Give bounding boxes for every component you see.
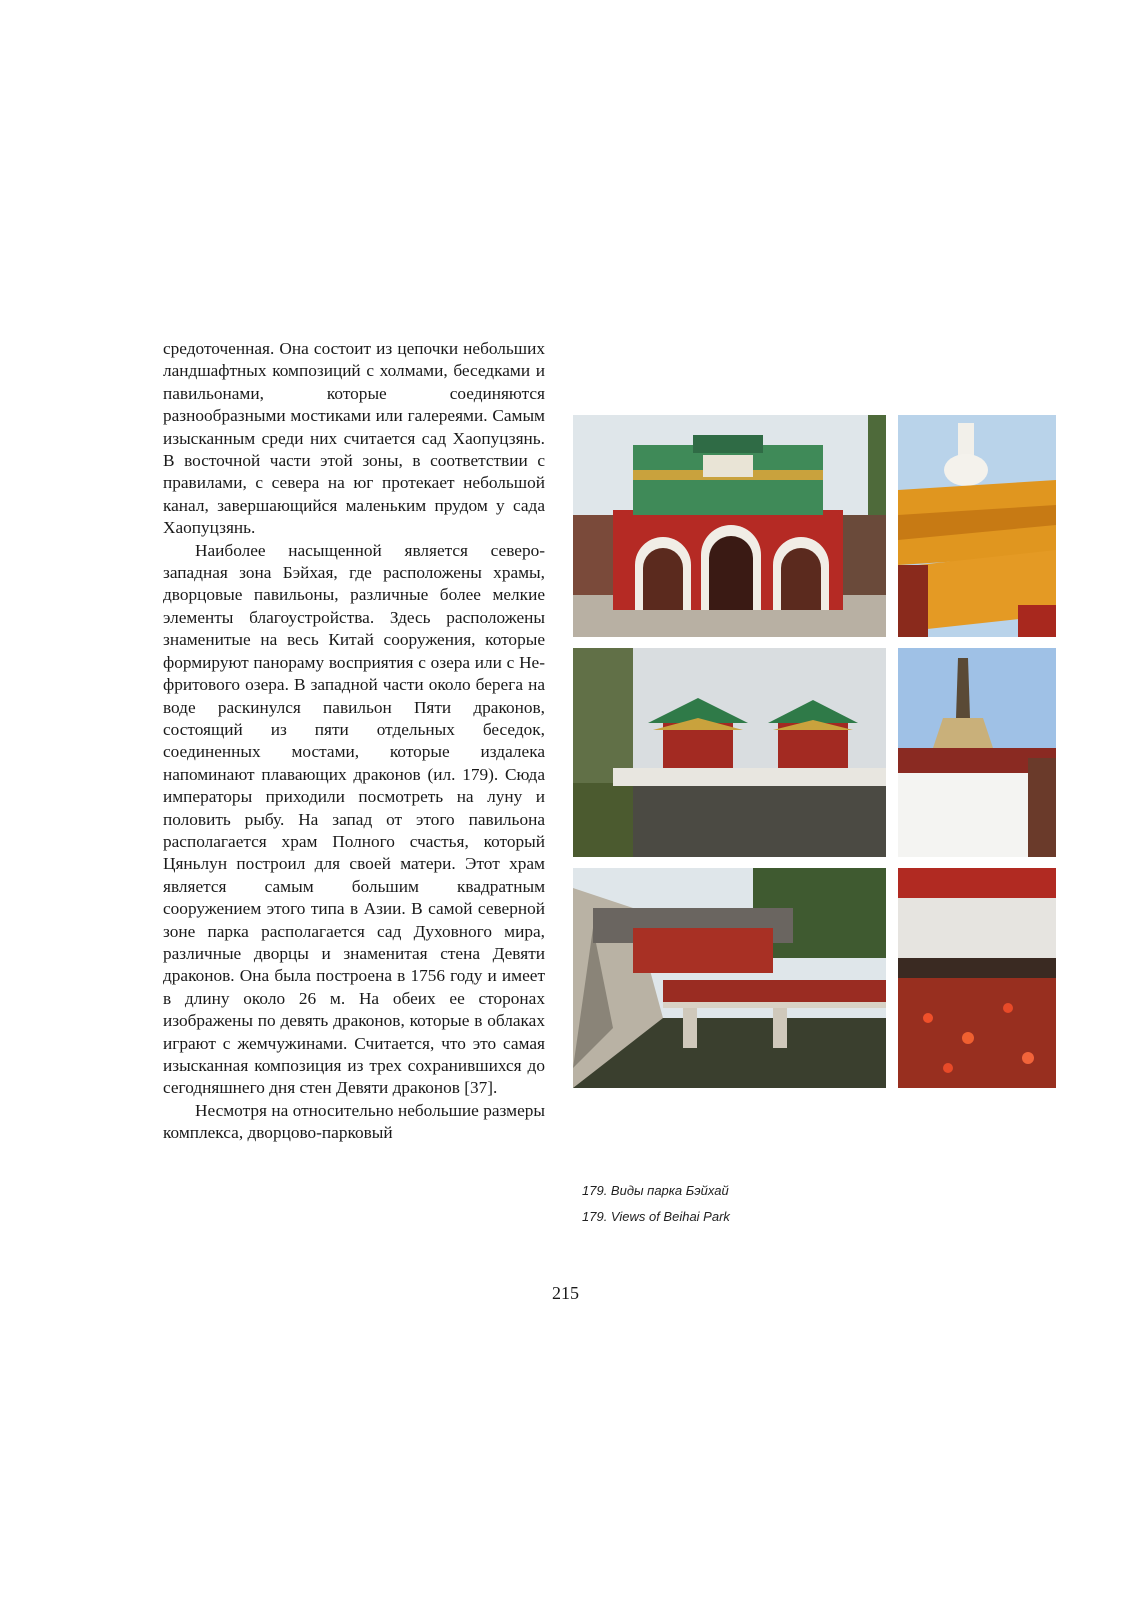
- caption-russian: 179. Виды парка Бэйхай: [582, 1183, 729, 1198]
- caption-english: 179. Views of Beihai Park: [582, 1209, 730, 1224]
- paragraph-2: Наиболее насыщенной является северо-западная зона Бэйхая, где расположены храмы, дворцовые павильоны, различные более мелкие элементы благоустройства. Здесь расположены знаменитые на весь Китай сооружения, которые формируют панораму восприятия с озера или с Нефритового озера. В западной части около берега на воде раскинулся павильон Пяти драконов, состоящий из пяти отдельных беседок, соединенных мостами, которые издалека напоминают плавающих драконов (ил. 179). Сюда императоры приходили посмотреть на луну и половить рыбу. На запад от этого павильона располагается храм Полного счастья, который Цяньлун построил для своей матери. Этот храм является самым большим квадратным сооружением этого типа в Азии. В самой северной зоне парка располагается сад Духовного мира, различные дворцы и знаменитая стена Девяти драконов. Она была построена в 1756 году и имеет в длину около 26 м. На обеих ее сторонах изображены по девять драконов, которые в облаках играют с жемчужинами. Считается, что это самая изысканная композиция из трех сохранившихся до сегодняшнего дня стен Девяти драконов [37].: [163, 540, 545, 1098]
- photo-white-dagoba: [898, 648, 1056, 857]
- paragraph-3: Несмотря на относительно небольшие размеры комплекса, дворцово-парковый: [163, 1100, 545, 1143]
- photo-carp-pond: [898, 868, 1056, 1088]
- photo-golden-roofs: [898, 415, 1056, 637]
- photo-temple-gate: [573, 415, 886, 637]
- photo-rockery-bridge: [573, 868, 886, 1088]
- body-text-column: [163, 338, 545, 1145]
- page-number: 215: [552, 1283, 579, 1303]
- photo-five-dragon-pavilions: [573, 648, 886, 857]
- paragraph-1: средоточенная. Она состоит из цепочки небольших ландшафтных композиций с холмами, беседками и павильонами, которые соединяются разнообразными мостиками или галереями. Самым изысканным среди них считается сад Хаопуцзянь. В восточной части этой зоны, в соответствии с правилами, с севера на юг протекает небольшой канал, завершающийся маленьким прудом у сада Хаопуцзянь.: [163, 339, 545, 538]
